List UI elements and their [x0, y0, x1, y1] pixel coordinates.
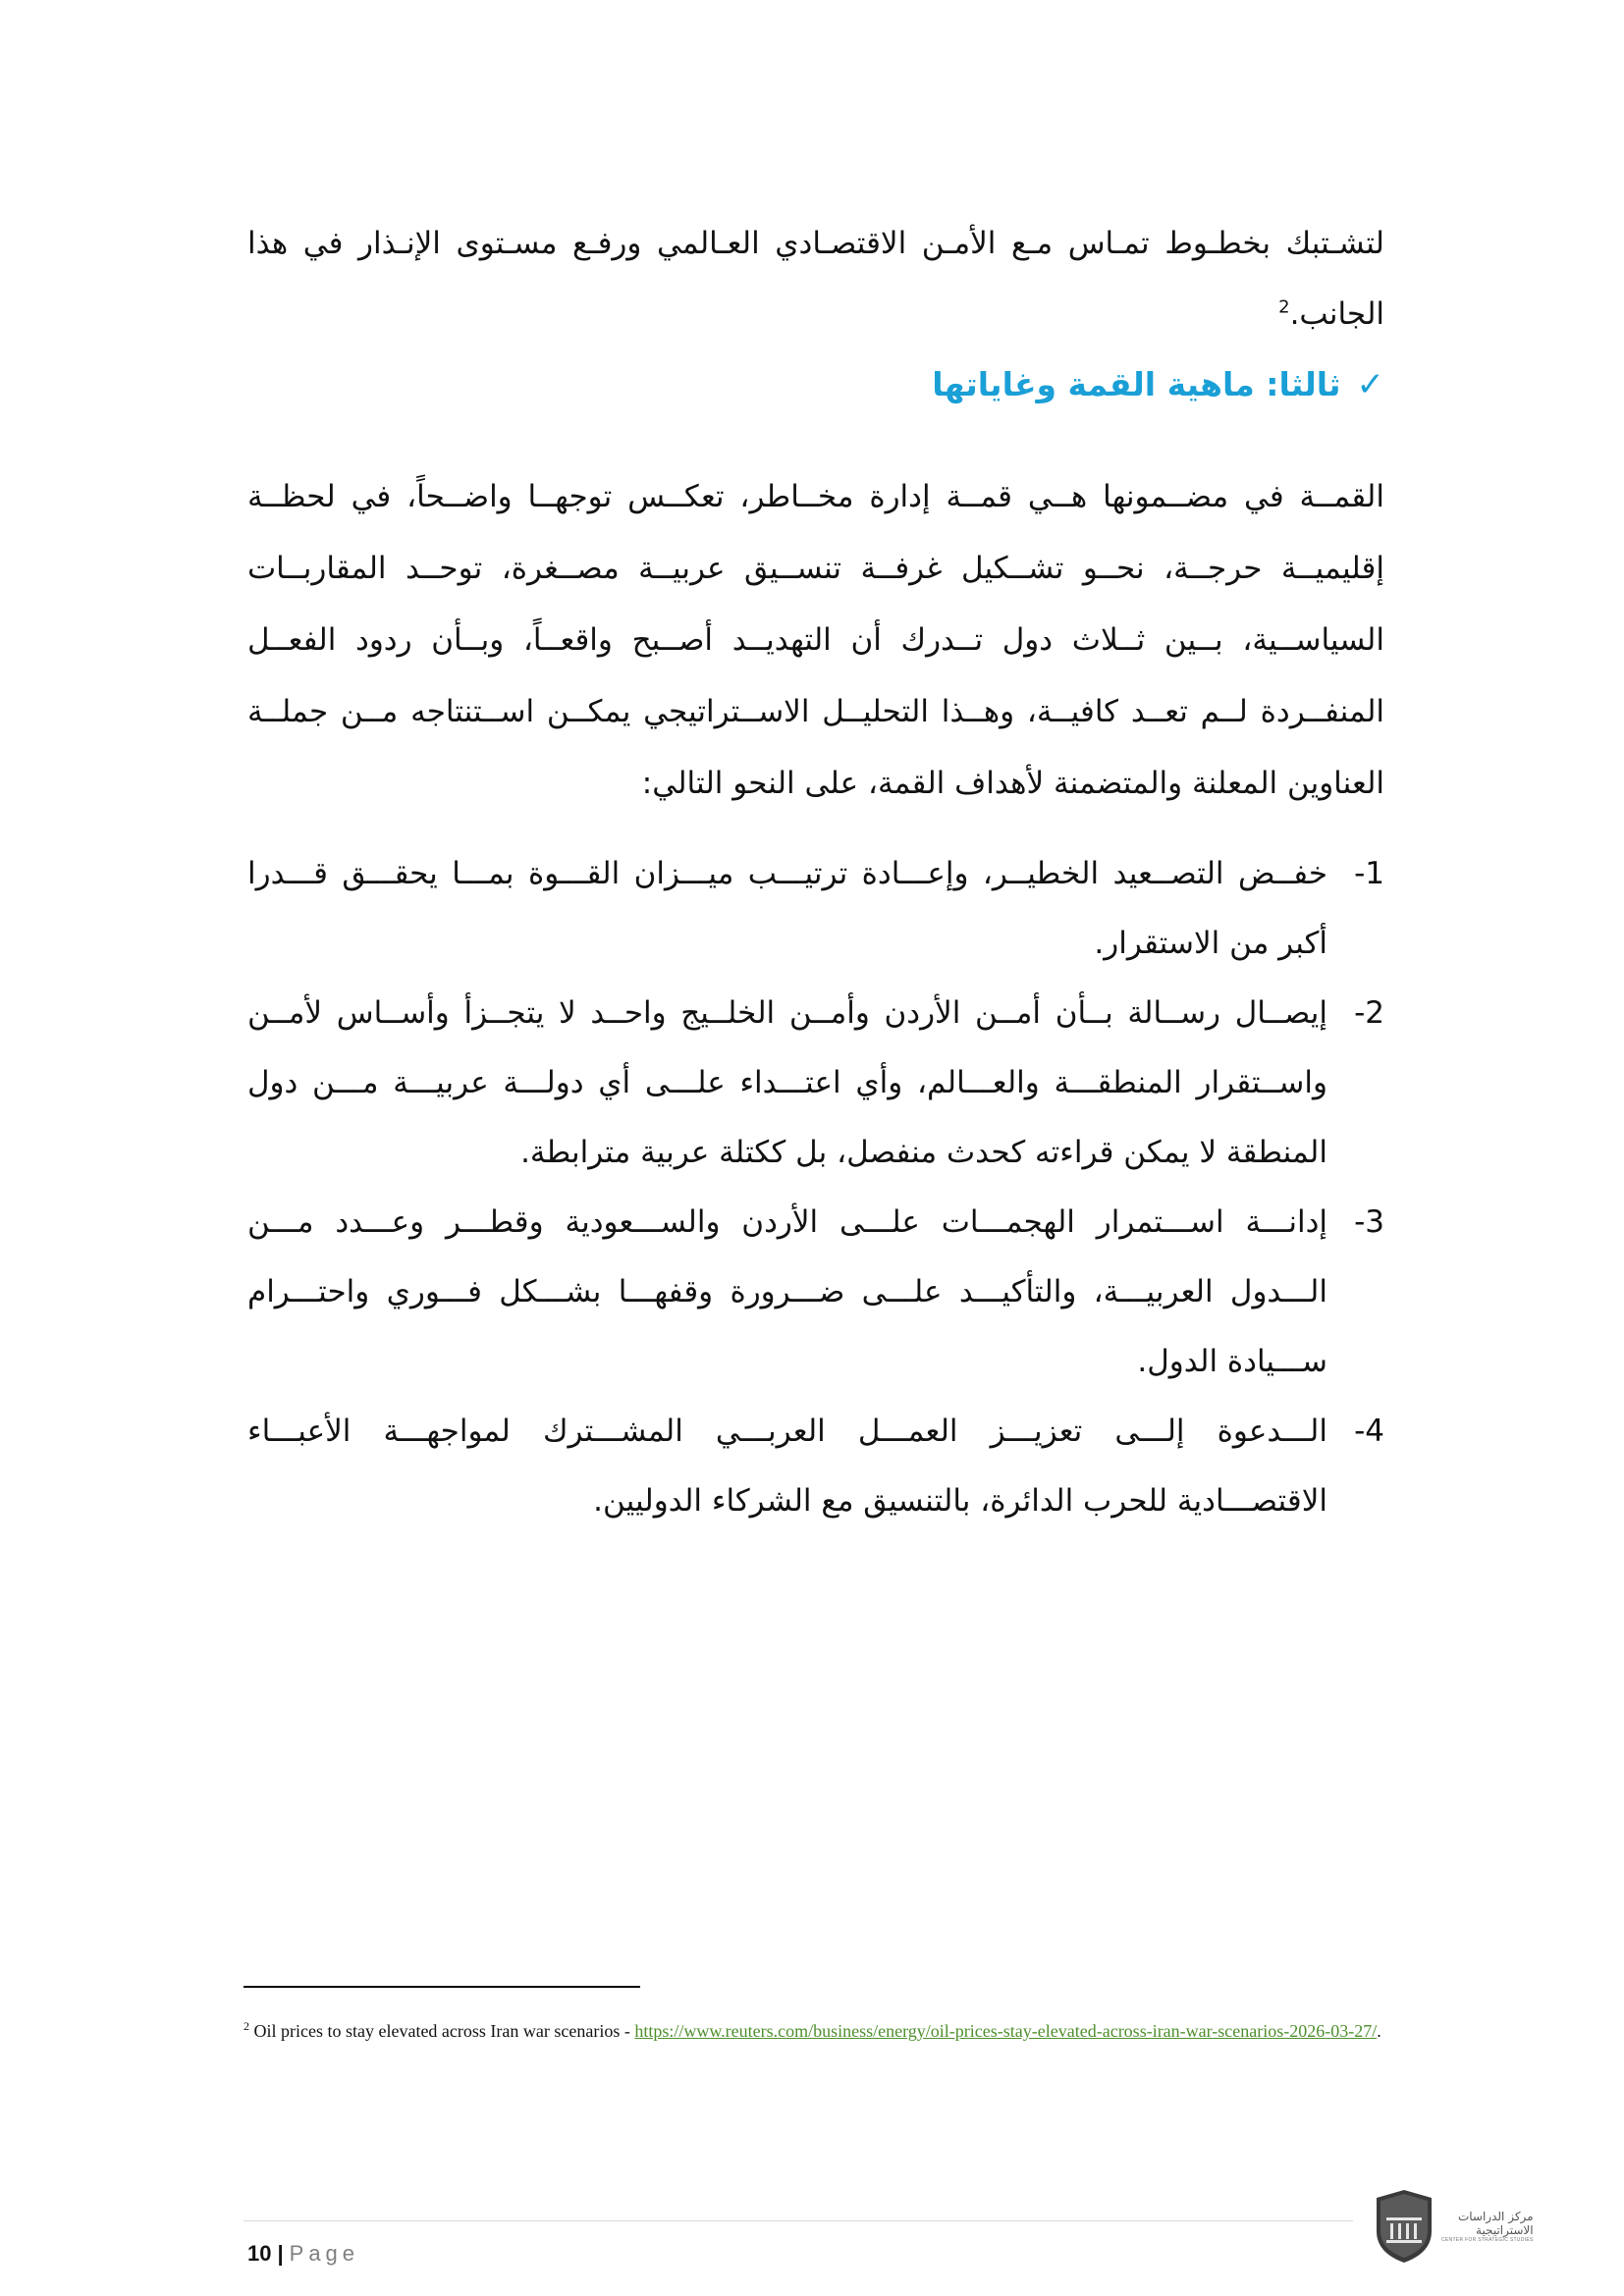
list-item-number: -3 [1354, 1204, 1384, 1240]
list-item-number: -1 [1354, 856, 1384, 891]
list-item-number: -2 [1354, 995, 1384, 1031]
goals-list [247, 839, 1384, 1536]
check-icon: ✓ [1356, 364, 1384, 404]
footnote-trailing: . [1377, 2021, 1381, 2041]
body-paragraph: القمــة في مضــمونها هــي قمــة إدارة مخــاطر، تعكــس توجهــا واضــحاً، في لحظــة إقليميــة حرجــة، نحــو تشــكيل غرفــة تنســيق عربيــة مصــغرة، توحــد المقاربــات السياســية، بــين ثــلاث دول تــدرك أن التهديــد أصــبح واقعــاً، وبــأن ردود الفعــل المنفــردة لــم تعــد كافيــة، وهــذا التحليــل الاســتراتيجي يمكــن اســتنتاجه مــن جملــة العناوين المعلنة والمتضمنة لأهداف القمة، على النحو التالي: [247, 479, 1384, 801]
logo-line-1: مركز الدراسات [1457, 2209, 1534, 2223]
footer-divider [244, 2220, 1353, 2221]
footnote-link[interactable]: https://www.reuters.com/business/energy/oil-prices-stay-elevated-across-iran-war-scenarios-2026-03-27/ [634, 2021, 1378, 2041]
logo-english: CENTER FOR STRATEGIC STUDIES [1441, 2236, 1534, 2243]
page-separator: | [277, 2241, 284, 2266]
intro-text: لتشـتبك بخطـوط تمـاس مـع الأمـن الاقتصـادي العـالمي ورفـع مسـتوى الإنـذار في هذا الجانب. [247, 226, 1384, 332]
page-footer [247, 2241, 359, 2267]
list-item-number: -4 [1354, 1414, 1384, 1449]
footnote-text: Oil prices to stay elevated across Iran war scenarios - [253, 2021, 635, 2041]
list-item-text: خفــض التصــعيد الخطيــر، وإعـــادة ترتيـــب ميـــزان القـــوة بمـــا يحقـــق قـــدرا أكبر من الاستقرار. [247, 856, 1327, 961]
logo-line-2: الاستراتيجية [1476, 2222, 1534, 2237]
page-label: Page [289, 2241, 360, 2266]
shield-logo-icon [1373, 2188, 1435, 2265]
list-item-text: الـــدعوة إلـــى تعزيـــز العمـــل العربـــي المشـــترك لمواجهـــة الأعبـــاء الاقتصـــادية للحرب الدائرة، بالتنسيق مع الشركاء الدوليين. [247, 1414, 1327, 1519]
page-number: 10 [247, 2241, 272, 2266]
section-heading [932, 365, 1384, 403]
footnote-reference[interactable]: 2 [1278, 296, 1290, 318]
intro-paragraph [247, 208, 1384, 349]
list-item [247, 1188, 1384, 1397]
footnote-number: 2 [244, 2019, 249, 2033]
center-logo [1373, 2185, 1540, 2268]
list-item [247, 839, 1384, 979]
list-item-text: إدانـــة اســـتمرار الهجمـــات علـــى الأردن والســـعودية وقطـــر وعـــدد مـــن الـــدول العربيـــة، والتأكيـــد علـــى ضـــرورة وقفهـــا بشـــكل فـــوري واحتـــرام ســـيادة الدول. [247, 1204, 1327, 1379]
list-item [247, 1397, 1384, 1536]
list-item [247, 979, 1384, 1188]
footnote [244, 2010, 1392, 2052]
logo-text [1441, 2210, 1534, 2244]
section-heading-title: ثالثا: ماهية القمة وغاياتها [932, 365, 1341, 403]
footnote-separator [244, 1986, 640, 1988]
list-item-text: إيصــال رســالة بــأن أمــن الأردن وأمــن الخلــيج واحــد لا يتجــزأ وأســاس لأمــن واســتقرار المنطقـــة والعـــالم، وأي اعتـــداء علـــى أي دولـــة عربيـــة مـــن دول المنطقة لا يمكن قراءته كحدث منفصل، بل ككتلة عربية مترابطة. [247, 995, 1327, 1170]
